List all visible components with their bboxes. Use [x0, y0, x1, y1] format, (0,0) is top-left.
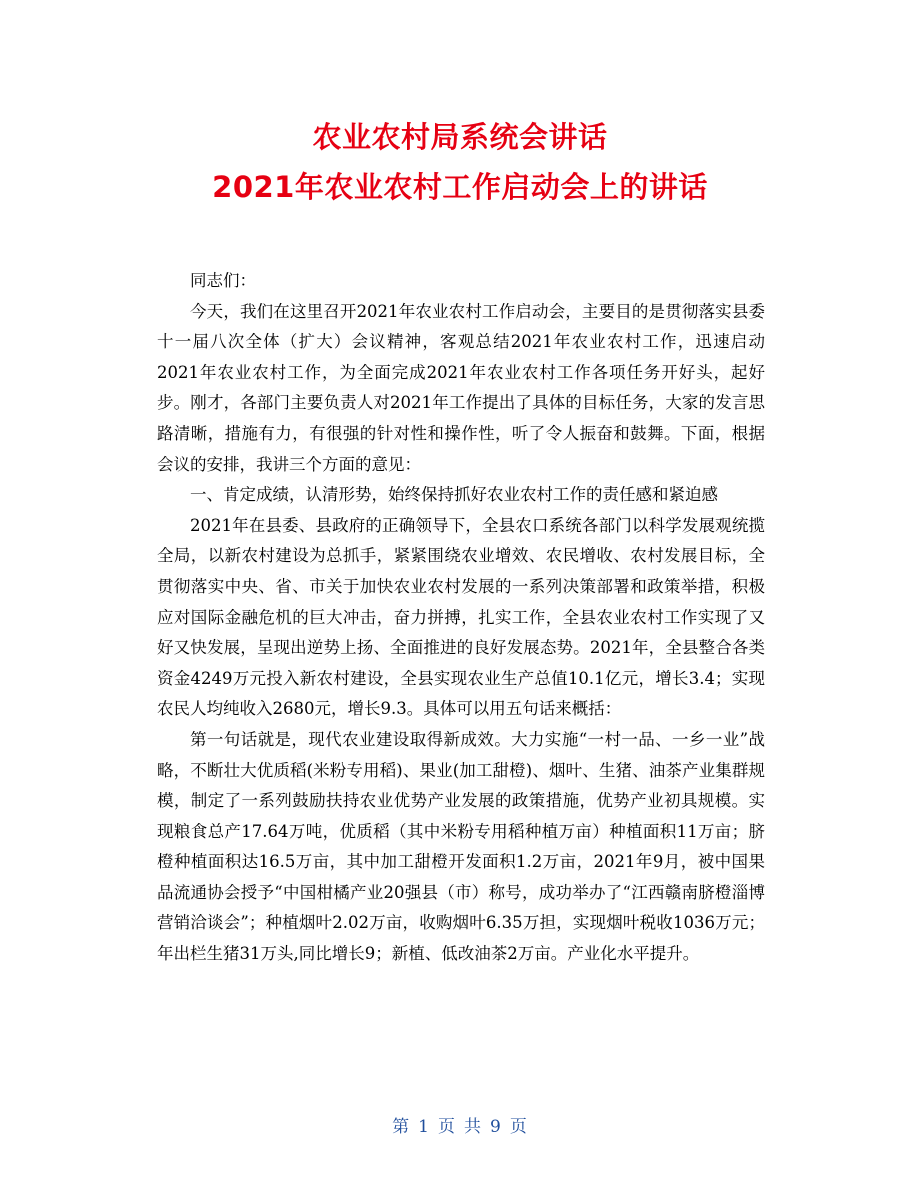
- title-line-1: 农业农村局系统会讲话: [312, 120, 608, 154]
- section-heading-1: 一、肯定成绩，认清形势，始终保持抓好农业农村工作的责任感和紧迫感: [190, 485, 718, 505]
- title-line-2: 2021年农业农村工作启动会上的讲话: [212, 170, 708, 204]
- footer-word-ye-2: 页: [509, 1117, 528, 1137]
- footer-word-ye: 页: [438, 1117, 456, 1137]
- footer-total-pages: 9: [490, 1117, 502, 1137]
- paragraph-first-point: 第一句话就是，现代农业建设取得新成效。大力实施“一村一品、一乡一业”战略，不断壮大优质稻(米粉专用稻)、果业(加工甜橙)、烟叶、生猪、油茶产业集群规模，制定了一系列鼓励扶持农业优势产业发展的政策措施，优势产业初具规模。实现粮食总产17.64万吨，优质稻（其中米粉专用稻种植万亩）种植面积11万亩；脐橙种植面积达16.5万亩，其中加工甜橙开发面积1.2万亩，2021年9月，被中国果品流通协会授予“中国柑橘产业20强县（市）称号，成功举办了“江西赣南脐橙淄博营销洽谈会”；种植烟叶2.02万亩，收购烟叶6.35万担，实现烟叶税收1036万元；年出栏生猪31万头,同比增长9；新植、低改油茶2万亩。产业化水平提升。: [157, 729, 765, 964]
- document-body: [157, 266, 765, 970]
- footer-page-number: 1: [418, 1117, 430, 1137]
- document-title: [0, 112, 920, 212]
- paragraph-summary: 2021年在县委、县政府的正确领导下，全县农口系统各部门以科学发展观统揽全局，以新农村建设为总抓手，紧紧围绕农业增效、农民增收、农村发展目标，全贯彻落实中央、省、市关于加快农业农村发展的一系列决策部署和政策举措，积极应对国际金融危机的巨大冲击，奋力拼搏，扎实工作，全县农业农村工作实现了又好又快发展，呈现出逆势上扬、全面推进的良好发展态势。2021年，全县整合各类资金4249万元投入新农村建设，全县实现农业生产总值10.1亿元，增长3.4；实现农民人均纯收入2680元，增长9.3。具体可以用五句话来概括：: [157, 515, 765, 719]
- footer-word-di: 第: [392, 1117, 411, 1137]
- salutation: 同志们：: [190, 271, 256, 290]
- page-footer: [0, 1112, 920, 1137]
- paragraph-intro: 今天，我们在这里召开2021年农业农村工作启动会，主要目的是贯彻落实县委十一届八次全体（扩大）会议精神，客观总结2021年农业农村工作，迅速启动2021年农业农村工作，为全面完成2021年农业农村工作各项任务开好头，起好步。刚才，各部门主要负责人对2021年工作提出了具体的目标任务，大家的发言思路清晰，措施有力，有很强的针对性和操作性，听了令人振奋和鼓舞。下面，根据会议的安排，我讲三个方面的意见：: [157, 301, 765, 474]
- footer-word-gong: 共: [464, 1117, 482, 1137]
